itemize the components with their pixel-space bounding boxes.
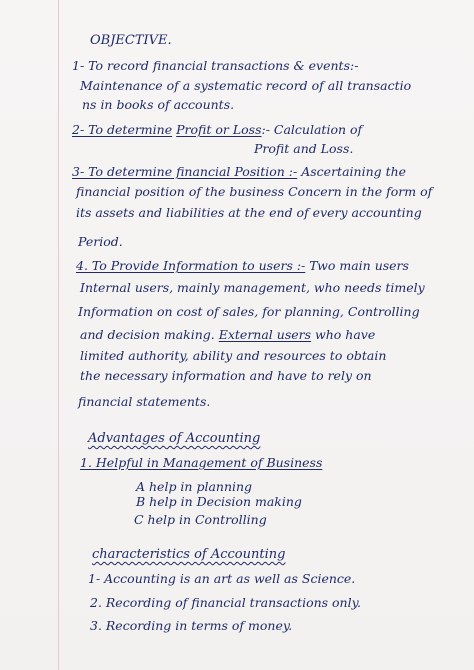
- objective-item4-line4-emph: External users: [218, 327, 312, 342]
- objective-item2-suffix: :- Calculation of: [261, 122, 363, 137]
- objective-item3-title: [72, 166, 406, 179]
- objective-item3-line3: its assets and liabilities at the end of every accounting: [76, 205, 422, 220]
- objective-item1-line1: Maintenance of a systematic record of all transactio: [80, 78, 412, 93]
- objective-item1-line2: ns in books of accounts.: [82, 97, 235, 112]
- objective-item2-prefix: 2- To determine: [72, 122, 173, 137]
- objective-item3-line2: financial position of the business Concern in the form of: [76, 184, 433, 199]
- objective-item4-title-suffix: Two main users: [309, 258, 409, 273]
- margin-line: [58, 0, 59, 670]
- objective-item2-emph: Profit or Loss: [176, 122, 262, 137]
- objective-item4-line6: the necessary information and have to rely on: [80, 368, 372, 383]
- advantages-item1: [80, 457, 322, 470]
- advantages-sub-item: B help in Decision making: [136, 494, 302, 509]
- advantages-item1-text: 1. Helpful in Management of Business: [80, 455, 323, 470]
- objective-heading: OBJECTIVE.: [90, 33, 172, 48]
- objective-item2-line2: Profit and Loss.: [254, 141, 354, 156]
- characteristics-item: 1- Accounting is an art as well as Science.: [88, 571, 356, 586]
- advantages-heading: [88, 432, 260, 445]
- objective-item4-line2: Internal users, mainly management, who needs timely: [80, 280, 425, 295]
- objective-item3-line4: Period.: [78, 234, 123, 249]
- objective-item3-title-suffix: Ascertaining the: [301, 164, 407, 179]
- objective-item4-title-text: 4. To Provide Information to users :-: [76, 258, 306, 273]
- objective-item4-line4: [80, 329, 375, 342]
- objective-item4-line7: financial statements.: [78, 394, 211, 409]
- advantages-heading-text: Advantages of Accounting: [88, 431, 261, 446]
- objective-item4-line4-prefix: and decision making.: [80, 327, 215, 342]
- objective-item4-title: [76, 260, 409, 273]
- objective-item4-line4-suffix: who have: [315, 327, 376, 342]
- objective-item4-line3: Information on cost of sales, for planning, Controlling: [78, 304, 420, 319]
- characteristics-heading-text: characteristics of Accounting: [92, 547, 286, 562]
- advantages-sub-item: A help in planning: [136, 479, 253, 494]
- objective-item1-title: 1- To record financial transactions & events:-: [72, 58, 359, 73]
- characteristics-item: 2. Recording of financial transactions only.: [90, 595, 361, 610]
- objective-item3-title-text: 3- To determine financial Position :-: [72, 164, 298, 179]
- advantages-sub-item: C help in Controlling: [134, 512, 267, 527]
- characteristics-heading: [92, 548, 285, 561]
- objective-item2-title: [72, 124, 362, 137]
- characteristics-item: 3. Recording in terms of money.: [90, 618, 293, 633]
- objective-item4-line5: limited authority, ability and resources to obtain: [80, 348, 387, 363]
